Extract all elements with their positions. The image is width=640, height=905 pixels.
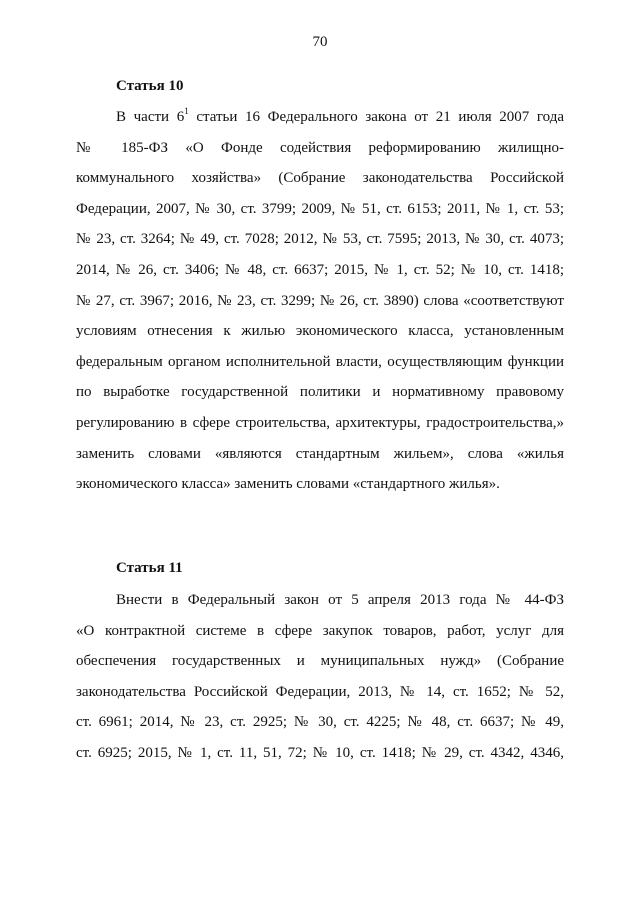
article-10-line: условиям отнесения к жилью экономического класса, установленным <box>76 323 564 340</box>
article-10-line-last: экономического класса» заменить словами «стандартного жилья». <box>76 476 500 493</box>
article-10-line: регулированию в сфере строительства, архитектуры, градостроительства,» <box>76 414 564 431</box>
article-10-line: заменить словами «являются стандартным жильем», слова «жилья <box>76 445 564 462</box>
article-11-line: ст. 6961; 2014, № 23, ст. 2925; № 30, ст. 4225; № 48, ст. 6637; № 49, <box>76 714 564 731</box>
article-10-line: Федерации, 2007, № 30, ст. 3799; 2009, № 51, ст. 6153; 2011, № 1, ст. 53; <box>76 200 564 217</box>
article-10-line-1: В части $6^1$ статьи 16 Федерального закона от 21 июля 2007 года <box>116 106 564 125</box>
article-11-line: законодательства Российской Федерации, 2013, № 14, ст. 1652; № 52, <box>76 683 564 700</box>
page-number: 70 <box>312 34 328 50</box>
article-11-line: «О контрактной системе в сфере закупок товаров, работ, услуг для <box>76 622 564 639</box>
article-11-heading: Статья 11 <box>116 560 183 576</box>
article-10-text <box>76 102 564 500</box>
article-11-text <box>76 585 564 769</box>
superscript-1: 1 <box>184 106 189 116</box>
article-10-line: № 27, ст. 3967; 2016, № 23, ст. 3299; № 26, ст. 3890) слова «соответствуют <box>76 292 564 309</box>
article-10-line: 2014, № 26, ст. 3406; № 48, ст. 6637; 2015, № 1, ст. 52; № 10, ст. 1418; <box>76 261 564 278</box>
article-11-line: ст. 6925; 2015, № 1, ст. 11, 51, 72; № 10, ст. 1418; № 29, ст. 4342, 4346, <box>76 744 564 761</box>
article-10-line: федеральным органом исполнительной власти, осуществляющим функции <box>76 353 564 370</box>
article-11-line: Внести в Федеральный закон от 5 апреля 2013 года № 44-ФЗ <box>116 592 564 608</box>
article-10-line: № 23, ст. 3264; № 49, ст. 7028; 2012, № 53, ст. 7595; 2013, № 30, ст. 4073; <box>76 231 564 248</box>
article-10-line: № 185-ФЗ «О Фонде содействия реформированию жилищно- <box>76 139 564 156</box>
article-10-line: по выработке государственной политики и нормативному правовому <box>76 384 564 401</box>
article-10-line: коммунального хозяйства» (Собрание законодательства Российской <box>76 170 564 187</box>
article-10-heading: Статья 10 <box>116 78 184 94</box>
article-11-line: обеспечения государственных и муниципальных нужд» (Собрание <box>76 653 564 670</box>
